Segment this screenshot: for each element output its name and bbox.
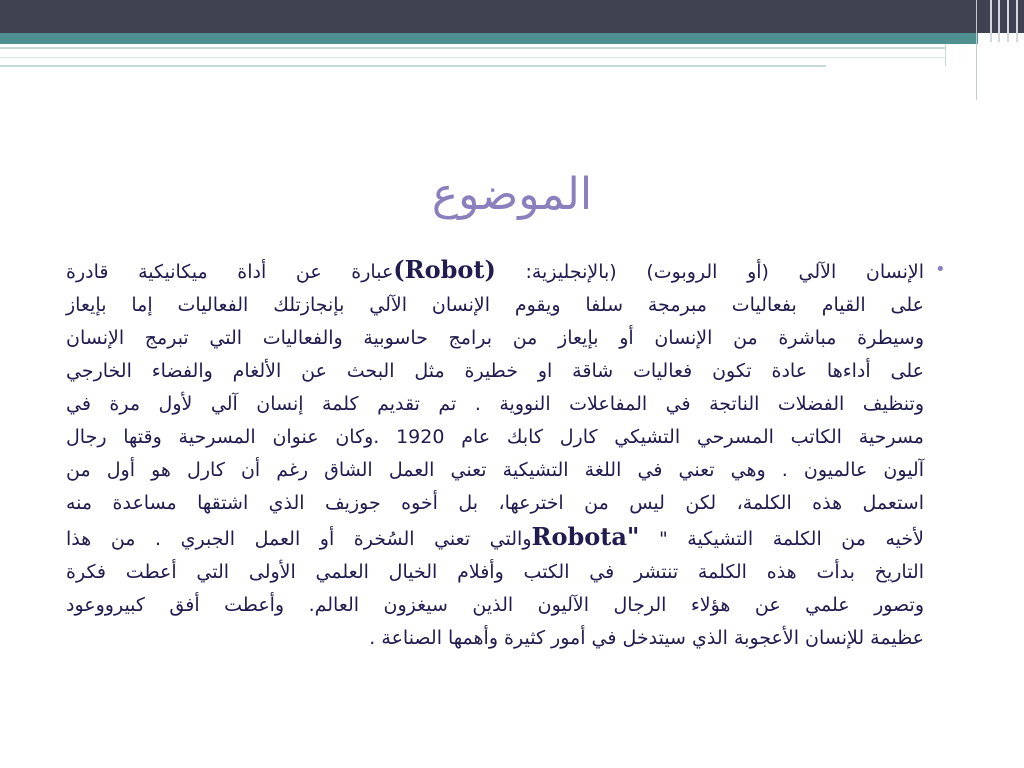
body-line: على أداءها عادة تكون فعاليات شاقة او خطيرة مثل البحث عن الألغام والفضاء الخارجي (66, 360, 924, 382)
accent-stripe (1016, 0, 1018, 42)
accent-stripe (1007, 0, 1009, 42)
czech-term: Robota" (531, 522, 640, 551)
body-line: وسيطرة مباشرة من الإنسان أو بإيعاز من برامج حاسوبية والفعاليات التي تبرمج الإنسان (66, 327, 924, 349)
body-line: استعمل هذه الكلمة، لكن ليس من اخترعها، بل أخوه جوزيف الذي اشتقها مساعدة منه (66, 492, 924, 514)
accent-rule (0, 47, 946, 49)
slide-title: الموضوع (431, 169, 593, 220)
accent-rule (0, 65, 826, 67)
body-line: آليون عالميون . وهي تعني في اللغة التشيكية تعني العمل الشاق رغم أن كارل هو أول من (66, 459, 924, 481)
body-paragraph (66, 253, 924, 655)
accent-rule (0, 57, 946, 58)
body-line-text: عبارة عن أداة ميكانيكية قادرة (66, 261, 394, 283)
accent-rule-vertical (945, 44, 946, 66)
bullet-marker: • (935, 259, 946, 280)
body-line-text: الإنسان الآلي (أو الروبوت) (بالإنجليزية: (495, 261, 924, 283)
body-line-text: والتي تعني السُخرة أو العمل الجبري . من هذا (66, 528, 532, 550)
body-line: مسرحية الكاتب المسرحي التشيكي كارل كابك عام 1920 .وكان عنوان المسرحية وقتها رجال (66, 426, 924, 448)
body-line: التاريخ بدأت هذه الكلمة تنتشر في الكتب وأفلام الخيال العلمي الأولى التي أعطت فكرة (66, 561, 924, 583)
header-bar (0, 0, 1024, 33)
body-line (66, 253, 924, 289)
body-line: وتنظيف الفضلات الناتجة في المفاعلات النووية . تم تقديم كلمة إنسان آلي لأول مرة في (66, 393, 924, 415)
body-line: على القيام بفعاليات مبرمجة سلفا ويقوم الإنسان الآلي بإنجازتلك الفعاليات إما بإيعاز (66, 294, 924, 316)
accent-stripe (990, 0, 992, 42)
accent-band (0, 33, 978, 44)
accent-stripe (998, 0, 1000, 42)
accent-stripe (976, 0, 977, 100)
body-line: وتصور علمي عن هؤلاء الرجال الآليون الذين سيغزون العالم. وأعطت أفق كبيرووعود (66, 594, 924, 616)
body-line (66, 520, 924, 556)
body-line-text: لأخيه من الكلمة التشيكية " (639, 528, 925, 550)
body-line: عظيمة للإنسان الأعجوبة الذي سيتدخل في أمور كثيرة وأهمها الصناعة . (369, 627, 924, 649)
english-term: (Robot) (393, 255, 496, 284)
